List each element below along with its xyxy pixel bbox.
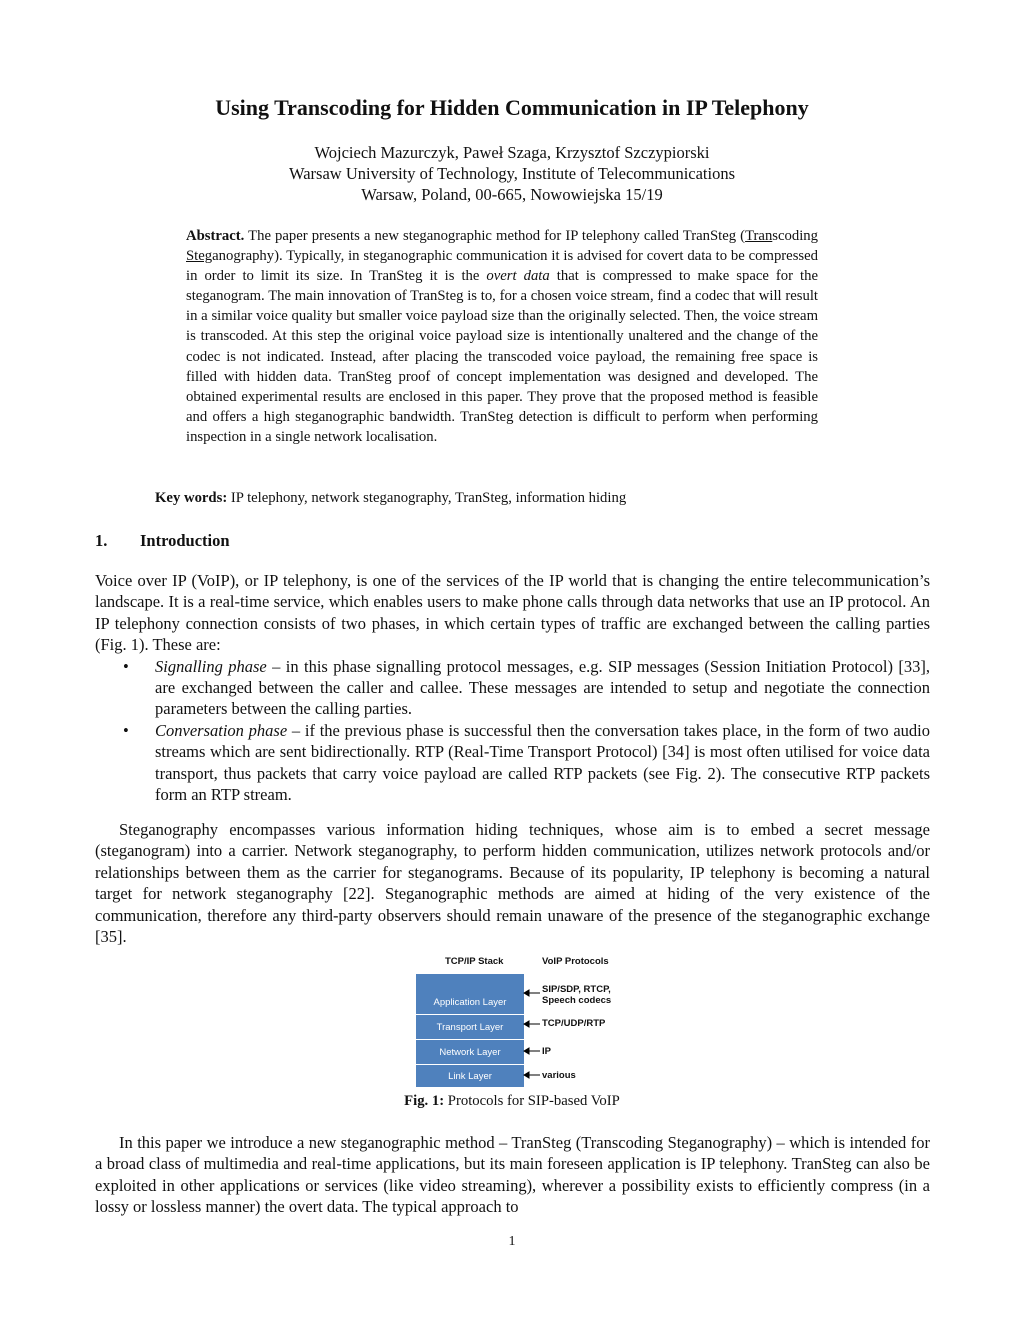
arrow-head xyxy=(524,990,529,996)
list-item-term: Signalling phase xyxy=(155,656,267,676)
abstract-underline-tran: Tran xyxy=(745,228,773,244)
arrow-head xyxy=(524,1072,529,1078)
abstract-text: anography). Typically, in steganographic communication it is advised for covert data to be compressed in order to limit its size. In TranSteg it is the xyxy=(186,248,818,285)
keywords-text: IP telephony, network steganography, TranSteg, information hiding xyxy=(227,490,627,506)
protocol-label: SIP/SDP, RTCP, xyxy=(542,984,611,995)
keywords xyxy=(155,488,626,508)
transport-layer-box: Transport Layer xyxy=(416,1015,524,1039)
protocol-label: various xyxy=(542,1070,576,1081)
bullet-icon: • xyxy=(123,720,129,740)
abstract xyxy=(186,226,818,447)
paper-title: Using Transcoding for Hidden Communication in IP Telephony xyxy=(215,95,809,120)
protocol-label: TCP/UDP/RTP xyxy=(542,1018,606,1029)
intro-block-1 xyxy=(95,570,930,805)
arrow-head xyxy=(524,1021,529,1027)
author-block xyxy=(0,142,1024,205)
application-layer-box: Application Layer xyxy=(416,974,524,1030)
figure-1 xyxy=(415,956,615,1086)
intro-paragraph-3: In this paper we introduce a new steganographic method – TranSteg (Transcoding Steganography) – which is intended for a broad class of multimedia and real-time applications, but its main foreseen application is IP telephony. TranSteg can also be exploited in other applications or services (like video streaming), wherever a possibility exists to efficiently compress (in a lossy or lossless manner) the overt data. The typical approach to xyxy=(95,1133,930,1217)
affiliation: Warsaw University of Technology, Institute of Telecommunications xyxy=(288,164,736,183)
section-number: 1. xyxy=(95,531,108,550)
arrow-head xyxy=(524,1048,529,1054)
bullet-icon: • xyxy=(123,656,129,676)
address: Warsaw, Poland, 00-665, Nowowiejska 15/19 xyxy=(361,185,663,204)
list-item-text: – in this phase signalling protocol messages, e.g. SIP messages (Session Initiation Protocol) [33], are exchanged between the caller and callee. These messages are intended to setup and negotiate the connection parameters between the calling parties. xyxy=(155,656,931,719)
abstract-emphasis: overt data xyxy=(486,268,550,285)
section-heading xyxy=(95,530,230,552)
figure-caption xyxy=(0,1091,1024,1111)
abstract-underline-steg: Steg xyxy=(186,248,213,265)
section-title: Introduction xyxy=(140,531,230,550)
caption-label: Fig. 1: xyxy=(404,1093,445,1109)
list-item xyxy=(95,656,930,720)
figure-left-header: TCP/IP Stack xyxy=(445,956,504,967)
protocol-label: IP xyxy=(542,1046,551,1057)
intro-paragraph-2: Steganography encompasses various information hiding techniques, whose aim is to embed a secret message (steganogram) into a carrier. Network steganography, to perform hidden communication, utilizes network protocols and/or relationships between them as the carrier for steganograms. Because of its popularity, IP telephony is becoming a natural target for network steganography [22]. Steganographic methods are aimed at hiding of the very existence of the communication, therefore any third-party observers should remain unaware of the presence of the steganographic exchange [35]. xyxy=(95,820,930,947)
phase-list xyxy=(95,656,930,806)
abstract-text: that is compressed to make space for the steganogram. The main innovation of TranSteg is to, for a chosen voice stream, find a codec that will result in a similar voice quality but smaller voice payload size than the originally selected. Then, the voice stream is transcoded. At this step the original voice payload size is intentionally unaltered and the change of the codec is not indicated. Instead, after placing the transcoded voice payload, the remaining free space is filled with hidden data. TranSteg proof of concept implementation was designed and developed. The obtained experimental results are enclosed in this paper. They prove that the proposed method is feasible and offers a high steganographic bandwidth. TranSteg detection is difficult to perform when performing inspection in a single network localisation. xyxy=(186,268,819,445)
abstract-label: Abstract. xyxy=(186,228,245,244)
figure-right-header: VoIP Protocols xyxy=(542,956,609,967)
abstract-text: The paper presents a new steganographic method for IP telephony called TranSteg ( xyxy=(244,228,746,244)
network-layer-box: Network Layer xyxy=(416,1040,524,1064)
caption-text: Protocols for SIP-based VoIP xyxy=(444,1093,620,1109)
list-item-term: Conversation phase xyxy=(155,720,288,740)
keywords-label: Key words: xyxy=(155,490,228,506)
list-item xyxy=(95,720,930,806)
list-item-text: – if the previous phase is successful then the conversation takes place, in the form of two audio streams which are sent bidirectionally. RTP (Real-Time Transport Protocol) [34] is most often utilised for voice data transport, thus packets that carry voice payload are called RTP packets (see Fig. 2). The consecutive RTP packets form an RTP stream. xyxy=(155,720,930,805)
abstract-text: scoding xyxy=(772,228,818,244)
intro-paragraph-1: Voice over IP (VoIP), or IP telephony, is one of the services of the IP world that is changing the entire telecommunication’s landscape. It is a real-time service, which enables users to make phone calls through data networks that use an IP protocol. An IP telephony connection consists of two phases, in which certain types of traffic are exchanged between the calling parties (Fig. 1). These are: xyxy=(95,571,930,655)
page-number: 1 xyxy=(508,1234,516,1249)
link-layer-box: Link Layer xyxy=(416,1065,524,1087)
author-names: Wojciech Mazurczyk, Paweł Szaga, Krzysztof Szczypiorski xyxy=(314,143,710,162)
protocol-label: Speech codecs xyxy=(542,995,612,1006)
